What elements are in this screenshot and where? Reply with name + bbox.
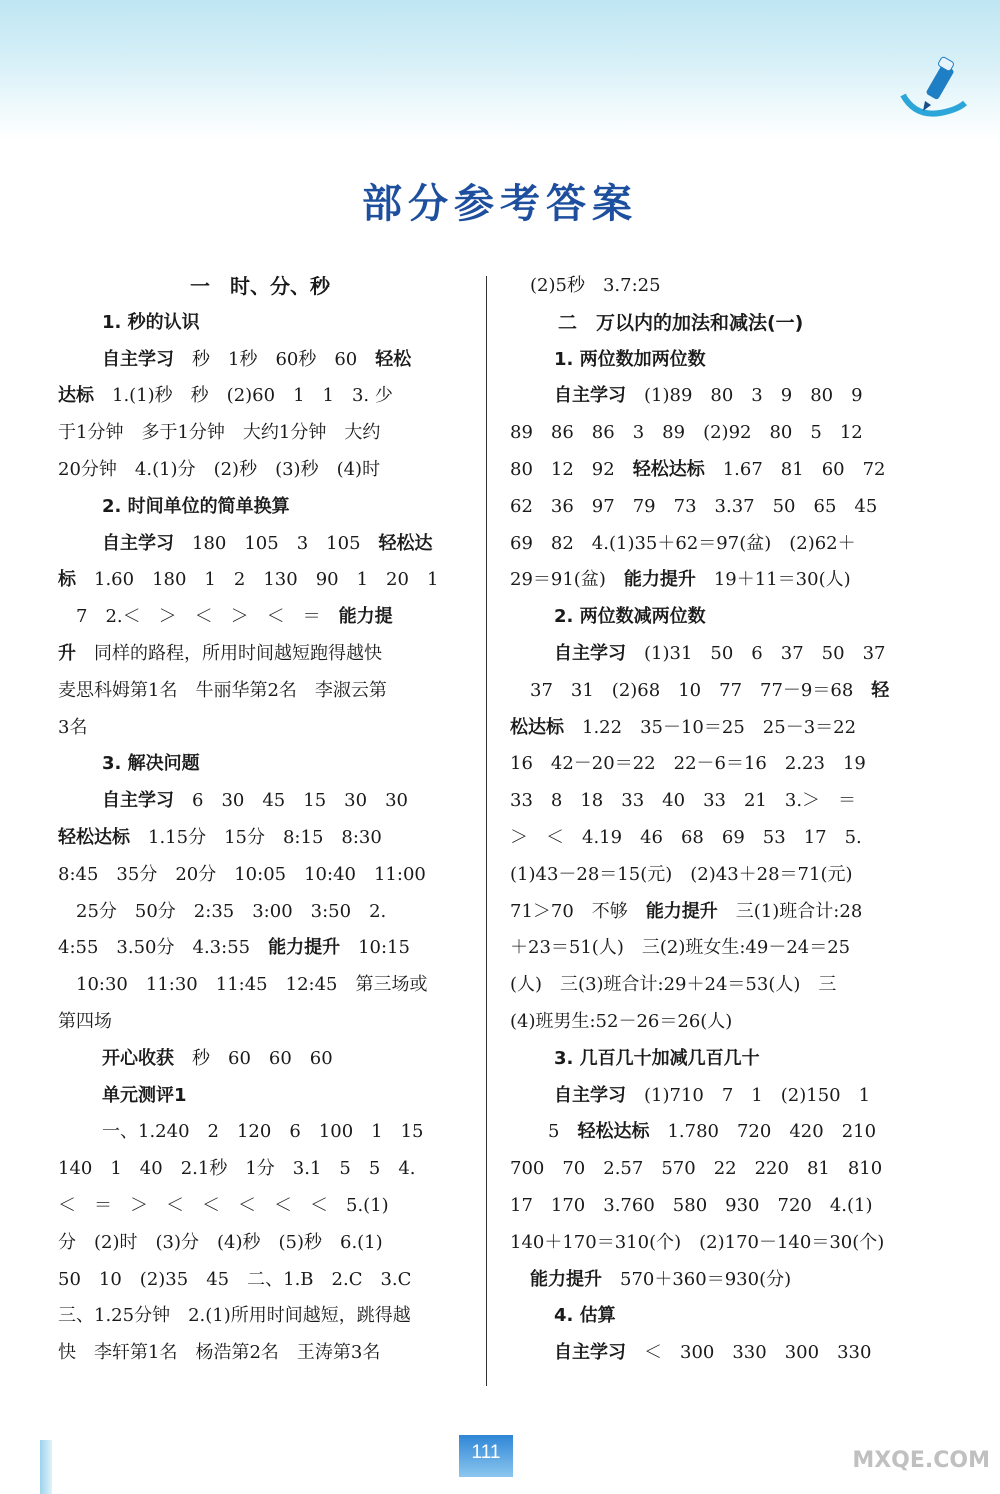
decorative-bar bbox=[40, 1440, 52, 1494]
answer-line: 3名 bbox=[58, 716, 88, 738]
answer-line: (人) 三(3)班合计:29＋24＝53(人) 三 bbox=[510, 974, 837, 996]
answer-line: 第四场 bbox=[58, 1010, 112, 1032]
section-heading: 3. 解决问题 bbox=[102, 753, 200, 775]
label-easy: 标 bbox=[58, 569, 76, 591]
label-easy: 轻松达标 bbox=[632, 458, 705, 480]
answer-line bbox=[58, 378, 468, 415]
answer-line bbox=[510, 894, 920, 931]
label-self-study: 自主学习 bbox=[102, 790, 174, 812]
answer-text: 同样的路程，所用时间越短跑得越快 bbox=[76, 642, 382, 664]
label-ability: 升 bbox=[58, 642, 76, 664]
answer-text: 570＋360＝930(分) bbox=[602, 1268, 792, 1290]
answer-line: 140 1 40 2.1秒 1分 3.1 5 5 4. bbox=[58, 1158, 416, 1180]
answer-line bbox=[58, 783, 468, 820]
answer-text: 1.67 81 60 72 bbox=[704, 458, 886, 480]
answer-line: 89 86 86 3 89 (2)92 80 5 12 bbox=[510, 422, 863, 444]
answer-text: 7 2.＜ ＞ ＜ ＞ ＜ ＝ bbox=[58, 606, 339, 628]
answer-line bbox=[58, 342, 468, 379]
answer-text: 1.15分 15分 8:15 8:30 bbox=[130, 826, 382, 848]
answer-line bbox=[510, 1262, 920, 1299]
section-heading: 2. 时间单位的简单换算 bbox=[102, 495, 290, 517]
answer-text: 6 30 45 15 30 30 bbox=[174, 790, 408, 812]
page-number: 111 bbox=[459, 1435, 513, 1477]
answer-line: 三、1.25分钟 2.(1)所用时间越短，跳得越 bbox=[58, 1305, 411, 1327]
section-heading: 4. 估算 bbox=[554, 1305, 616, 1327]
label-easy: 轻松达 bbox=[378, 532, 433, 554]
answer-text: 1.780 720 420 210 bbox=[649, 1121, 877, 1143]
label-easy: 轻松达标 bbox=[58, 826, 130, 848]
answer-line: 分 (2)时 (3)分 (4)秒 (5)秒 6.(1) bbox=[58, 1231, 383, 1253]
answer-line: 700 70 2.57 570 22 220 81 810 bbox=[510, 1158, 883, 1180]
answer-text: 71＞70 不够 bbox=[510, 900, 646, 922]
answer-line bbox=[510, 378, 920, 415]
answer-text: ＜ 300 330 300 330 bbox=[626, 1342, 872, 1364]
answer-line: 69 82 4.(1)35＋62＝97(盆) (2)62＋ bbox=[510, 532, 856, 554]
watermark: MXQE.COM bbox=[852, 1448, 990, 1473]
answer-text: 29＝91(盆) bbox=[510, 569, 624, 591]
left-column bbox=[58, 268, 468, 1372]
answer-line: (4)班男生:52－26＝26(人) bbox=[510, 1010, 733, 1032]
answer-text: 10:15 bbox=[340, 937, 410, 959]
answer-line: ＜ ＝ ＞ ＜ ＜ ＜ ＜ ＜ 5.(1) bbox=[58, 1194, 389, 1216]
answer-line: 17 170 3.760 580 930 720 4.(1) bbox=[510, 1194, 873, 1216]
answer-line bbox=[510, 710, 920, 747]
label-easy: 轻松 bbox=[375, 348, 412, 370]
label-easy: 轻 bbox=[871, 679, 890, 701]
answer-text: 5 bbox=[530, 1121, 578, 1143]
label-ability: 能力提升 bbox=[268, 937, 341, 959]
answer-line: 快 李轩第1名 杨浩第2名 王涛第3名 bbox=[58, 1342, 381, 1364]
pencil-icon bbox=[895, 55, 970, 125]
label-easy: 达标 bbox=[58, 385, 94, 407]
answer-text: (1)710 7 1 (2)150 1 bbox=[626, 1084, 871, 1106]
label-self-study: 自主学习 bbox=[554, 1084, 626, 1106]
answer-line bbox=[510, 452, 920, 489]
answer-text: 秒 60 60 60 bbox=[174, 1047, 333, 1069]
answer-line bbox=[510, 1078, 920, 1115]
answer-line: ＞ ＜ 4.19 46 68 69 53 17 5. bbox=[510, 826, 862, 848]
chapter-heading: 一 时、分、秒 bbox=[190, 274, 330, 298]
answer-text: 37 31 (2)68 10 77 77－9＝68 bbox=[530, 679, 872, 701]
chapter-heading: 二 万以内的加法和减法(一) bbox=[558, 311, 804, 334]
answer-line bbox=[510, 636, 920, 673]
answer-line: 10:30 11:30 11:45 12:45 第三场或 bbox=[58, 974, 428, 996]
answer-line: 20分钟 4.(1)分 (2)秒 (3)秒 (4)时 bbox=[58, 458, 381, 480]
label-easy: 轻松达标 bbox=[577, 1121, 650, 1143]
answer-line bbox=[58, 820, 468, 857]
answer-line: 33 8 18 33 40 33 21 3.＞ ＝ bbox=[510, 790, 857, 812]
answer-line bbox=[510, 562, 920, 599]
answer-line: 一、1.240 2 120 6 100 1 15 bbox=[102, 1121, 424, 1143]
answer-line bbox=[58, 526, 468, 563]
answer-line bbox=[510, 1335, 920, 1372]
section-heading: 1. 秒的认识 bbox=[102, 311, 200, 333]
right-column bbox=[510, 268, 920, 1372]
answer-line bbox=[58, 599, 468, 636]
header-band bbox=[0, 0, 1000, 140]
section-heading: 2. 两位数减两位数 bbox=[554, 606, 706, 628]
label-ability: 能力提 bbox=[338, 606, 393, 628]
answer-text: (1)31 50 6 37 50 37 bbox=[626, 642, 886, 664]
answer-text: 19＋11＝30(人) bbox=[695, 569, 851, 591]
answer-line bbox=[510, 673, 920, 710]
label-self-study: 自主学习 bbox=[102, 532, 174, 554]
answer-line: ＋23＝51(人) 三(2)班女生:49－24＝25 bbox=[510, 937, 851, 959]
answer-line: 50 10 (2)35 45 二、1.B 2.C 3.C bbox=[58, 1268, 412, 1290]
answer-line: 140＋170＝310(个) (2)170－140＝30(个) bbox=[510, 1231, 885, 1253]
answer-text: 4:55 3.50分 4.3:55 bbox=[58, 937, 269, 959]
section-heading: 1. 两位数加两位数 bbox=[554, 348, 706, 370]
answer-line: (2)5秒 3.7:25 bbox=[530, 275, 661, 296]
label-harvest: 开心收获 bbox=[102, 1047, 174, 1069]
answer-text: 180 105 3 105 bbox=[174, 532, 379, 554]
answer-line bbox=[58, 930, 468, 967]
answer-line: 16 42－20＝22 22－6＝16 2.23 19 bbox=[510, 753, 866, 775]
label-self-study: 自主学习 bbox=[554, 642, 626, 664]
section-heading: 单元测评1 bbox=[102, 1084, 187, 1106]
label-ability: 能力提升 bbox=[530, 1268, 602, 1290]
answer-text: 80 12 92 bbox=[510, 458, 633, 480]
answer-text: 秒 1秒 60秒 60 bbox=[174, 348, 376, 370]
answer-line: 25分 50分 2:35 3:00 3:50 2. bbox=[58, 900, 387, 922]
answer-text: (1)89 80 3 9 80 9 bbox=[626, 385, 863, 407]
answer-line bbox=[58, 636, 468, 673]
answer-line bbox=[58, 562, 468, 599]
section-heading: 3. 几百几十加减几百几十 bbox=[554, 1047, 760, 1069]
label-easy: 松达标 bbox=[510, 716, 564, 738]
label-self-study: 自主学习 bbox=[102, 348, 174, 370]
answer-text: 三(1)班合计:28 bbox=[717, 900, 863, 922]
page-title: 部分参考答案 bbox=[362, 181, 638, 227]
label-ability: 能力提升 bbox=[623, 569, 696, 591]
answer-line: 8:45 35分 20分 10:05 10:40 11:00 bbox=[58, 863, 426, 885]
answer-text: 1.(1)秒 秒 (2)60 1 1 3. 少 bbox=[94, 385, 393, 407]
label-ability: 能力提升 bbox=[645, 900, 718, 922]
answer-line bbox=[510, 1114, 920, 1151]
answer-line: 于1分钟 多于1分钟 大约1分钟 大约 bbox=[58, 422, 381, 444]
answer-text: 1.60 180 1 2 130 90 1 20 1 bbox=[76, 569, 439, 591]
answer-line: 62 36 97 79 73 3.37 50 65 45 bbox=[510, 495, 878, 517]
label-self-study: 自主学习 bbox=[554, 385, 626, 407]
answer-text: 1.22 35－10＝25 25－3＝22 bbox=[564, 716, 857, 738]
answer-line: 麦思科姆第1名 牛丽华第2名 李淑云第 bbox=[58, 679, 387, 701]
label-self-study: 自主学习 bbox=[554, 1342, 626, 1364]
answer-line bbox=[58, 1041, 468, 1078]
answer-line: (1)43－28＝15(元) (2)43＋28＝71(元) bbox=[510, 863, 853, 885]
column-divider bbox=[486, 276, 487, 1386]
